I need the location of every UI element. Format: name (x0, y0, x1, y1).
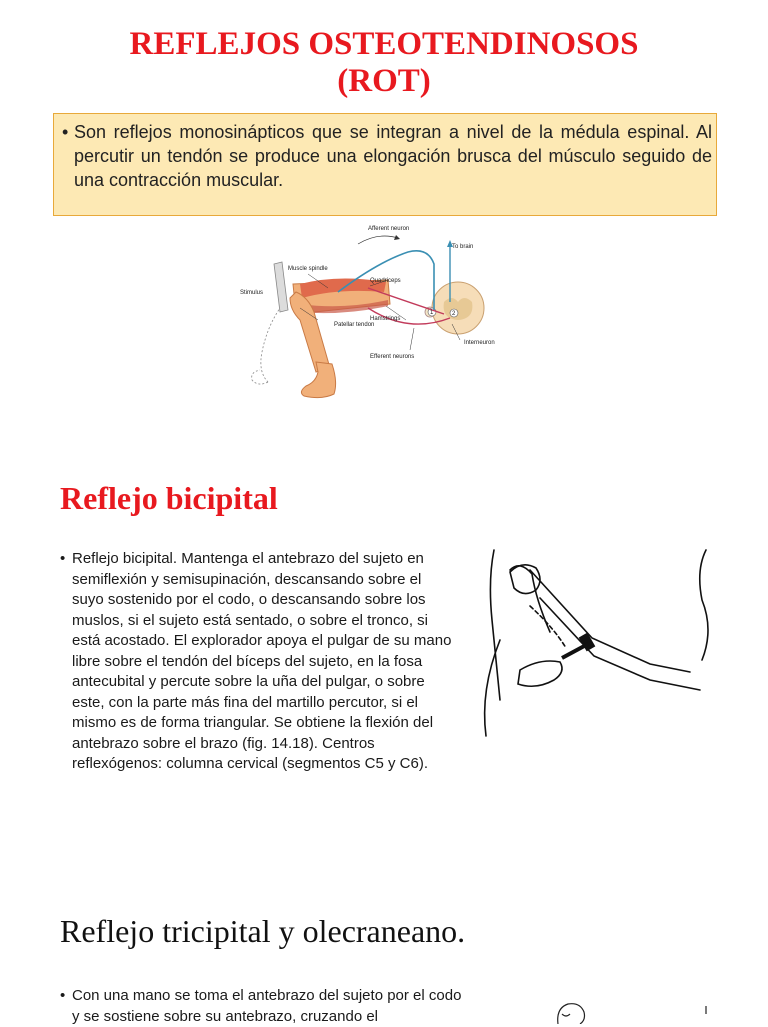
examiner-hand (518, 661, 562, 686)
label-muscle-spindle: Muscle spindle (288, 266, 328, 272)
intro-text: Son reflejos monosinápticos que se integran a nivel de la médula espinal. Al percutir un tendón se produce una elongación brusca del músculo seguido de una contracción muscular. (74, 122, 712, 190)
bullet-marker: • (60, 550, 66, 567)
patellar-reflex-diagram (238, 222, 506, 412)
page-title (0, 26, 768, 100)
bicipital-heading: Reflejo bicipital (60, 480, 278, 516)
triceps-reflex-illustration (500, 998, 730, 1024)
reflex-hammer (274, 262, 288, 312)
tricipital-text: Con una mano se toma el antebrazo del sujeto por el codo y se sostiene sobre su antebrazo, cruzando el (72, 987, 462, 1025)
label-number-1: 1 (430, 310, 434, 316)
bullet-marker: • (62, 122, 69, 142)
label-stimulus: Stimulus (240, 290, 264, 296)
label-hamstrings: Hamstrings (370, 316, 401, 322)
head-outline (558, 1004, 585, 1024)
bullet-marker: • (60, 987, 66, 1004)
tricipital-heading: Reflejo tricipital y olecraneano. (60, 913, 466, 949)
label-patellar-tendon: Patellar tendon (334, 322, 375, 328)
bicipital-paragraph (60, 549, 456, 775)
reflex-hammer-handle (562, 644, 588, 658)
tricipital-paragraph (60, 986, 470, 1027)
biceps-reflex-illustration (470, 540, 720, 740)
label-interneuron: Interneuron (464, 340, 495, 346)
label-quadriceps: Quadriceps (370, 278, 401, 284)
label-number-2: 2 (452, 311, 456, 317)
dashed-leg-outline (261, 300, 286, 382)
title-line-2: (ROT) (337, 63, 431, 99)
intro-box (53, 113, 717, 216)
title-line-1: REFLEJOS OSTEOTENDINOSOS (129, 26, 639, 62)
bicipital-text: Reflejo bicipital. Mantenga el antebrazo del sujeto en semiflexión y semisupinación, descansando sobre el suyo sostenido por el codo, o descansando sobre los muslos, si el sujeto está sentado, o sobre el tronco, si está acostado. El explorador apoya el pulgar de su mano libre sobre el tendón del bíceps del sujeto, en la fosa antecubital y percute sobre la uña del pulgar, o sobre este, con la parte más fina del martillo percutor, si el mismo es de forma triangular. Se obtiene la flexión del antebrazo sobre el brazo (fig. 14.18). Centros reflexógenos: columna cervical (segmentos C5 y C6). (72, 550, 452, 772)
label-to-brain: To brain (452, 244, 474, 250)
subject-upper-arm (530, 570, 690, 672)
dashed-foot-outline (252, 370, 268, 384)
foot-shape (301, 362, 335, 398)
intro-paragraph (62, 120, 712, 192)
label-afferent-neuron: Afferent neuron (368, 226, 410, 232)
examiner-arm-outline (490, 550, 500, 700)
label-efferent-neurons: Efferent neurons (370, 354, 415, 360)
right-figure-edge (700, 550, 708, 660)
